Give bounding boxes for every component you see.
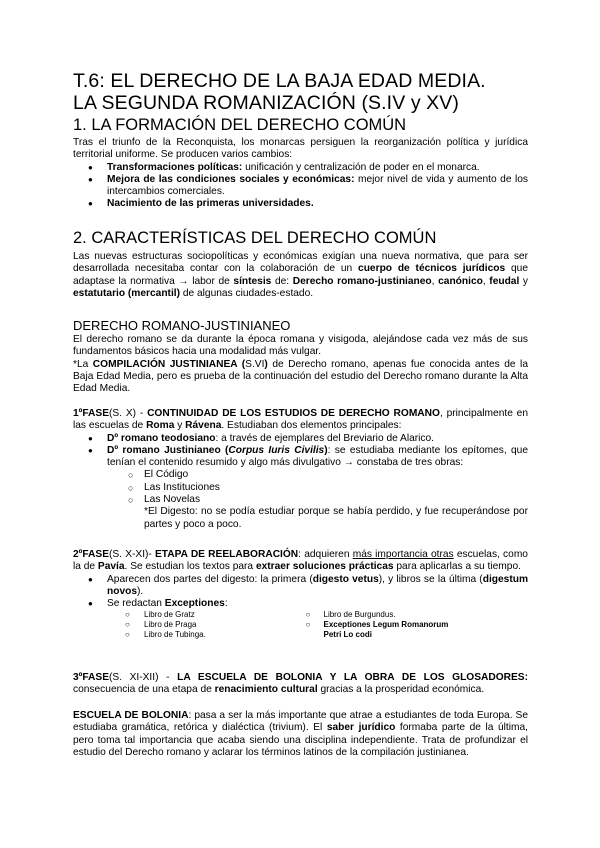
compilation-paragraph: *La COMPILACIÓN JUSTINIANEA (S.VI) de Derecho romano, apenas fue conocida antes de la Baja Edad Media, pero es prueba de la continuación del estudio del Derecho romano durante la Alta Edad Media. (73, 358, 528, 395)
phase-2-paragraph: 2ºFASE(S. X-XI)- ETAPA DE REELABORACIÓN: adquieren más importancia otras escuelas, como la de Pavía. Se estudian los textos para extraer soluciones prácticas para aplicarlas a su tiempo. (73, 549, 528, 573)
phase-3-paragraph: 3ºFASE(S. XI-XII) - LA ESCUELA DE BOLONIA Y LA OBRA DE LOS GLOSADORES: consecuencia de una etapa de renacimiento cultural gracias a la prosperidad económica. (73, 672, 528, 696)
list-item: ○ Exceptiones Legum Romanorum (306, 620, 529, 630)
roman-law-paragraph: El derecho romano se da durante la época romana y visigoda, alejándose cada vez más de sus fundamentos básicos hacia una modalidad más vulgar. (73, 334, 528, 358)
phase-2 (73, 549, 528, 639)
section-2-heading: 2. CARACTERÍSTICAS DEL DERECHO COMÚN (73, 229, 437, 247)
phase-1-paragraph: 1ºFASE(S. X) - CONTINUIDAD DE LOS ESTUDIOS DE DERECHO ROMANO, principalmente en las escuelas de Roma y Rávena. Estudiaban dos elementos principales: (73, 408, 529, 432)
list-item: ○ Libro de Praga (73, 620, 296, 630)
subsection-heading: DERECHO ROMANO-JUSTINIANEO (73, 318, 291, 333)
subsection-body (73, 334, 528, 395)
phase-1 (73, 408, 528, 531)
title-line-1: T.6: EL DERECHO DE LA BAJA EDAD MEDIA. (73, 70, 486, 92)
phase-2-list (73, 574, 528, 611)
list-item: ○ Las Instituciones (73, 482, 528, 494)
section-1-intro: Tras el triunfo de la Reconquista, los monarcas persiguen la reorganización política y jurídica territorial uniforme. Se producen varios cambios: (73, 137, 528, 161)
section-1-list (73, 162, 528, 211)
list-item: ● Aparecen dos partes del digesto: la primera (digesto vetus), y libros se la última (digestum novos). (73, 574, 528, 599)
exceptiones-column-2 (306, 610, 529, 639)
title-line-2: LA SEGUNDA ROMANIZACIÓN (S.IV y XV) (73, 92, 459, 114)
bolonia-paragraph: ESCUELA DE BOLONIA: pasa a ser la más importante que atrae a estudiantes de toda Europa. Se estudiaba gramática, retórica y dialéctica (trivium). El saber jurídico formaba parte de la última, pero toma tal importancia que acaba siendo una disciplina independiente. Trata de profundizar el estudio del Derecho romano y aclarar los términos latinos de la compilación justinianea. (73, 710, 529, 758)
list-item: ● Transformaciones políticas: unificación y centralización de poder en el monarca. (73, 162, 528, 174)
list-item: ○ Las Novelas (73, 494, 528, 506)
list-item: ○ El Código (73, 469, 528, 481)
section-2-paragraph: Las nuevas estructuras sociopolíticas y económicas exigían una nueva normativa, que para ser desarrollada necesitaba contar con la colaboración de un cuerpo de técnicos jurídicos que adaptase la normativa → labor de síntesis de: Derecho romano-justinianeo, canónico, feudal y estatutario (mercantil) de algunas ciudades-estado. (73, 251, 529, 299)
phase-3 (73, 672, 528, 697)
phase-1-list (73, 433, 528, 507)
list-item: ● Dº romano Justinianeo (Corpus Iuris Civilis): se estudiaba mediante los epítomes, que tenían el contenido resumido y algo más divulgativo → constaba de tres obras: (73, 445, 528, 470)
list-item: ○ Libro de Gratz (73, 610, 296, 620)
section-2-body (73, 251, 528, 300)
list-item: ● Nacimiento de las primeras universidades. (73, 198, 528, 210)
list-item-continued: Petri Lo codi (323, 629, 372, 639)
list-item: ● Se redactan Exceptiones: (73, 598, 528, 610)
list-item: ○ Libro de Burgundus. (306, 610, 529, 620)
list-item: ● Mejora de las condiciones sociales y económicas: mejor nivel de vida y aumento de los intercambios comerciales. (73, 174, 528, 199)
list-item: ○ Libro de Tubinga. (73, 630, 296, 640)
list-item: ● Dº romano teodosiano: a través de ejemplares del Breviario de Alarico. (73, 433, 528, 445)
document-title (73, 70, 528, 114)
bolonia-section (73, 710, 528, 759)
exceptiones-column-1 (73, 610, 296, 639)
section-1-body (73, 137, 528, 211)
exceptiones-list (73, 610, 528, 639)
section-1-heading: 1. LA FORMACIÓN DEL DERECHO COMÚN (73, 116, 407, 134)
digesto-note: *El Digesto: no se podía estudiar porque se había perdido, y fue recuperándose por partes y poco a poco. (144, 506, 528, 530)
